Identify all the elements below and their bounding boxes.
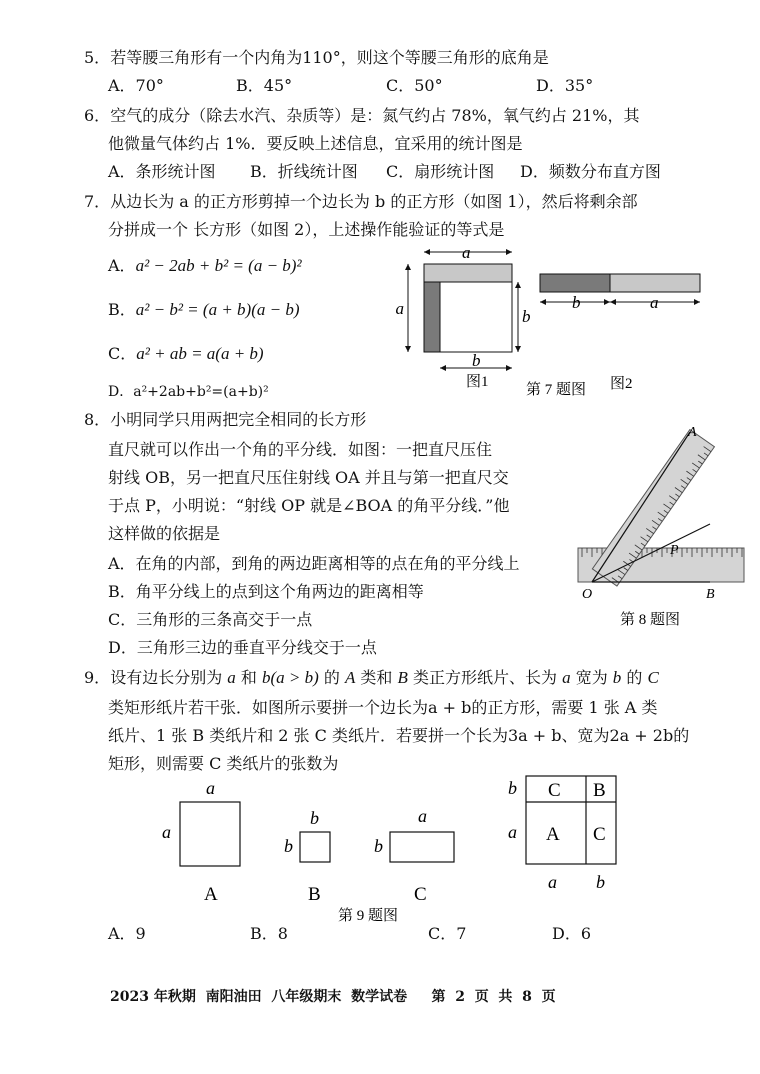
q7-fig2-label-b: b bbox=[572, 293, 581, 312]
q6-option-b: B．折线统计图 bbox=[250, 162, 358, 181]
q9-option-d: D．6 bbox=[552, 924, 592, 943]
q7-label-b-right: b bbox=[522, 307, 531, 326]
q9-C-top-label: a bbox=[418, 806, 427, 826]
q5-option-b: B．45° bbox=[236, 76, 293, 95]
q8-option-b: B．角平分线上的点到这个角两边的距离相等 bbox=[108, 582, 424, 601]
q9-B-top-label: b bbox=[310, 808, 319, 828]
q8-figure bbox=[570, 420, 750, 640]
q8-stem-5: 这样做的依据是 bbox=[108, 524, 221, 543]
q9-stem-2: 类矩形纸片若干张．如图所示要拼一个边长为a + b的正方形，需要 1 张 A 类 bbox=[108, 698, 658, 717]
q9-square-A bbox=[180, 802, 240, 866]
q5-option-a: A．70° bbox=[108, 76, 164, 95]
q6-option-c: C．扇形统计图 bbox=[386, 162, 495, 181]
q9-option-c: C．7 bbox=[428, 924, 467, 943]
q7-label-a-top: a bbox=[462, 243, 471, 262]
q9-B-name: B bbox=[308, 884, 321, 905]
q9-grid-a-bottom: a bbox=[548, 872, 557, 892]
q6-option-a: A．条形统计图 bbox=[108, 162, 216, 181]
q5-option-d: D．35° bbox=[536, 76, 594, 95]
q8-stem-1: 8．小明同学只用两把完全相同的长方形 bbox=[84, 410, 367, 429]
q9-B-left-label: b bbox=[284, 836, 293, 856]
q9-rect-C bbox=[390, 832, 454, 862]
q9-stem-3: 纸片、1 张 B 类纸片和 2 张 C 类纸片．若要拼一个长为3a + b、宽为2a + 2b的 bbox=[108, 726, 690, 745]
q7-fig2-light bbox=[610, 274, 700, 292]
q8-option-d: D．三角形三边的垂直平分线交于一点 bbox=[108, 638, 377, 657]
q5-option-c: C．50° bbox=[386, 76, 443, 95]
q9-cell-a: A bbox=[546, 824, 560, 845]
q8-stem-2: 直尺就可以作出一个角的平分线．如图：一把直尺压住 bbox=[108, 440, 493, 459]
q9-cell-c2: C bbox=[593, 824, 606, 845]
q7-label-b-bottom: b bbox=[472, 351, 481, 370]
q9-C-left-label: b bbox=[374, 836, 383, 856]
q7-figure bbox=[396, 244, 716, 404]
q9-caption: 第 9 题图 bbox=[338, 908, 399, 924]
q9-option-b: B．8 bbox=[250, 924, 288, 943]
q9-stem-1: 9．设有边长分别为 a 和 b(a > b) 的 A 类和 B 类正方形纸片、长为 a 宽为 b 的 C bbox=[84, 668, 659, 687]
q7-option-a: A．a² − 2ab + b² = (a − b)² bbox=[108, 256, 302, 275]
q7-fig1-label: 图1 bbox=[466, 374, 489, 390]
q7-fig1-dark-strip bbox=[424, 282, 440, 352]
q7-label-a-left: a bbox=[395, 299, 404, 318]
q7-fig1-light-strip bbox=[424, 264, 512, 282]
page-footer: 2023 年秋期 南阳油田 八年级期末 数学试卷 第 2 页 共 8 页 bbox=[110, 989, 556, 1005]
q7-stem-2: 分拼成一个 长方形（如图 2），上述操作能验证的等式是 bbox=[108, 220, 505, 239]
q7-option-b: B．a² − b² = (a + b)(a − b) bbox=[108, 300, 300, 319]
q9-cell-c1: C bbox=[548, 780, 561, 801]
q9-cell-b: B bbox=[593, 780, 606, 801]
q7-caption: 第 7 题图 bbox=[526, 382, 587, 398]
q9-stem-4: 矩形，则需要 C 类纸片的张数为 bbox=[108, 754, 339, 773]
q7-stem-1: 7．从边长为 a 的正方形剪掉一个边长为 b 的正方形（如图 1），然后将剩余部 bbox=[84, 192, 638, 211]
q7-fig2-label: 图2 bbox=[610, 376, 633, 392]
q8-label-b: B bbox=[706, 587, 715, 602]
q9-figure bbox=[150, 776, 650, 926]
q8-option-c: C．三角形的三条高交于一点 bbox=[108, 610, 313, 629]
q9-A-top-label: a bbox=[206, 778, 215, 798]
q8-stem-4: 于点 P，小明说：“射线 OP 就是∠BOA 的角平分线．”他 bbox=[108, 496, 510, 515]
q9-A-name: A bbox=[204, 884, 218, 905]
q9-C-name: C bbox=[414, 884, 427, 905]
q8-label-p: P bbox=[670, 543, 679, 558]
q7-option-c: C．a² + ab = a(a + b) bbox=[108, 344, 264, 363]
q9-option-a: A．9 bbox=[108, 924, 146, 943]
q9-A-left-label: a bbox=[162, 822, 171, 842]
q6-option-d: D．频数分布直方图 bbox=[520, 162, 661, 181]
q5-stem: 5．若等腰三角形有一个内角为110°，则这个等腰三角形的底角是 bbox=[84, 48, 549, 67]
q9-grid-a-left: a bbox=[508, 822, 517, 842]
q7-fig2-label-a: a bbox=[650, 293, 659, 312]
q8-label-a: A bbox=[688, 425, 697, 440]
q8-stem-3: 射线 OB，另一把直尺压住射线 OA 并且与第一把直尺交 bbox=[108, 468, 509, 487]
q8-caption: 第 8 题图 bbox=[620, 612, 681, 628]
q7-option-d: D．a²+2ab+b²=(a+b)² bbox=[108, 384, 269, 400]
q8-label-o: O bbox=[582, 587, 593, 602]
q9-grid-b-bottom: b bbox=[596, 872, 605, 892]
q7-fig2-dark bbox=[540, 274, 610, 292]
q6-stem-1: 6．空气的成分（除去水汽、杂质等）是：氮气约占 78%，氧气约占 21%，其 bbox=[84, 106, 640, 125]
q9-square-B bbox=[300, 832, 330, 862]
q9-grid-b-left: b bbox=[508, 778, 517, 798]
q6-stem-2: 他微量气体约占 1%．要反映上述信息，宜采用的统计图是 bbox=[108, 134, 523, 153]
q8-option-a: A．在角的内部，到角的两边距离相等的点在角的平分线上 bbox=[108, 554, 520, 573]
